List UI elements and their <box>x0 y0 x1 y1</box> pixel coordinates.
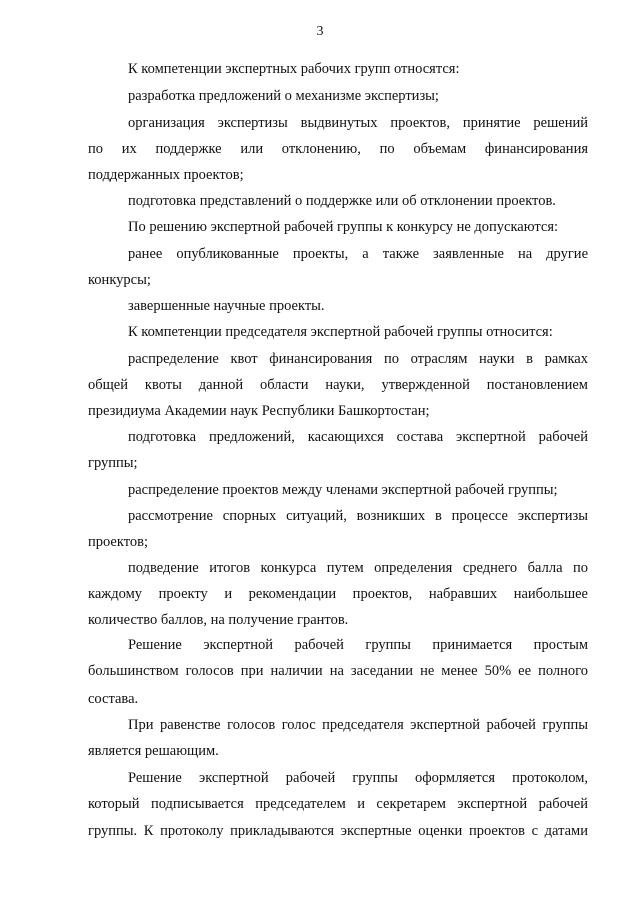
text-line: по их поддержке или отклонению, по объемам финансирования <box>88 141 588 157</box>
text-line: группы; <box>88 455 138 471</box>
text-line: распределение проектов между членами экспертной рабочей группы; <box>128 482 558 498</box>
text-line: президиума Академии наук Республики Башкортостан; <box>88 403 430 419</box>
text-line: поддержанных проектов; <box>88 167 244 183</box>
text-line: организация экспертизы выдвинутых проектов, принятие решений <box>128 115 588 131</box>
text-line: количество баллов, на получение грантов. <box>88 612 349 628</box>
page-number: 3 <box>316 24 324 39</box>
text-line: При равенстве голосов голос председателя экспертной рабочей группы <box>128 717 588 733</box>
text-line: ранее опубликованные проекты, а также заявленные на другие <box>128 246 588 262</box>
text-line: большинством голосов при наличии на заседании не менее 50% ее полного <box>88 663 588 679</box>
text-line: группы. К протоколу прикладываются экспертные оценки проектов с датами <box>88 823 588 839</box>
text-line: Решение экспертной рабочей группы оформляется протоколом, <box>128 770 588 786</box>
text-line: распределение квот финансирования по отраслям науки в рамках <box>128 351 588 367</box>
text-line: К компетенции председателя экспертной рабочей группы относится: <box>128 324 553 340</box>
text-line: разработка предложений о механизме экспертизы; <box>128 88 439 104</box>
text-line: который подписывается председателем и секретарем экспертной рабочей <box>88 796 588 812</box>
text-line: подготовка представлений о поддержке или об отклонении проектов. <box>128 193 556 209</box>
text-line: подведение итогов конкурса путем определения среднего балла по <box>128 560 588 576</box>
text-line: завершенные научные проекты. <box>128 298 325 314</box>
text-line: проектов; <box>88 534 148 550</box>
text-line: конкурсы; <box>88 272 151 288</box>
text-line: каждому проекту и рекомендации проектов, набравших наибольшее <box>88 586 588 602</box>
text-line: К компетенции экспертных рабочих групп относятся: <box>128 61 460 77</box>
text-line: состава. <box>88 691 139 707</box>
text-line: общей квоты данной области науки, утвержденной постановлением <box>88 377 588 393</box>
text-line: является решающим. <box>88 743 219 759</box>
text-line: рассмотрение спорных ситуаций, возникших в процессе экспертизы <box>128 508 588 524</box>
text-line: подготовка предложений, касающихся состава экспертной рабочей <box>128 429 588 445</box>
text-line: Решение экспертной рабочей группы принимается простым <box>128 637 588 653</box>
text-line: По решению экспертной рабочей группы к конкурсу не допускаются: <box>128 219 559 235</box>
